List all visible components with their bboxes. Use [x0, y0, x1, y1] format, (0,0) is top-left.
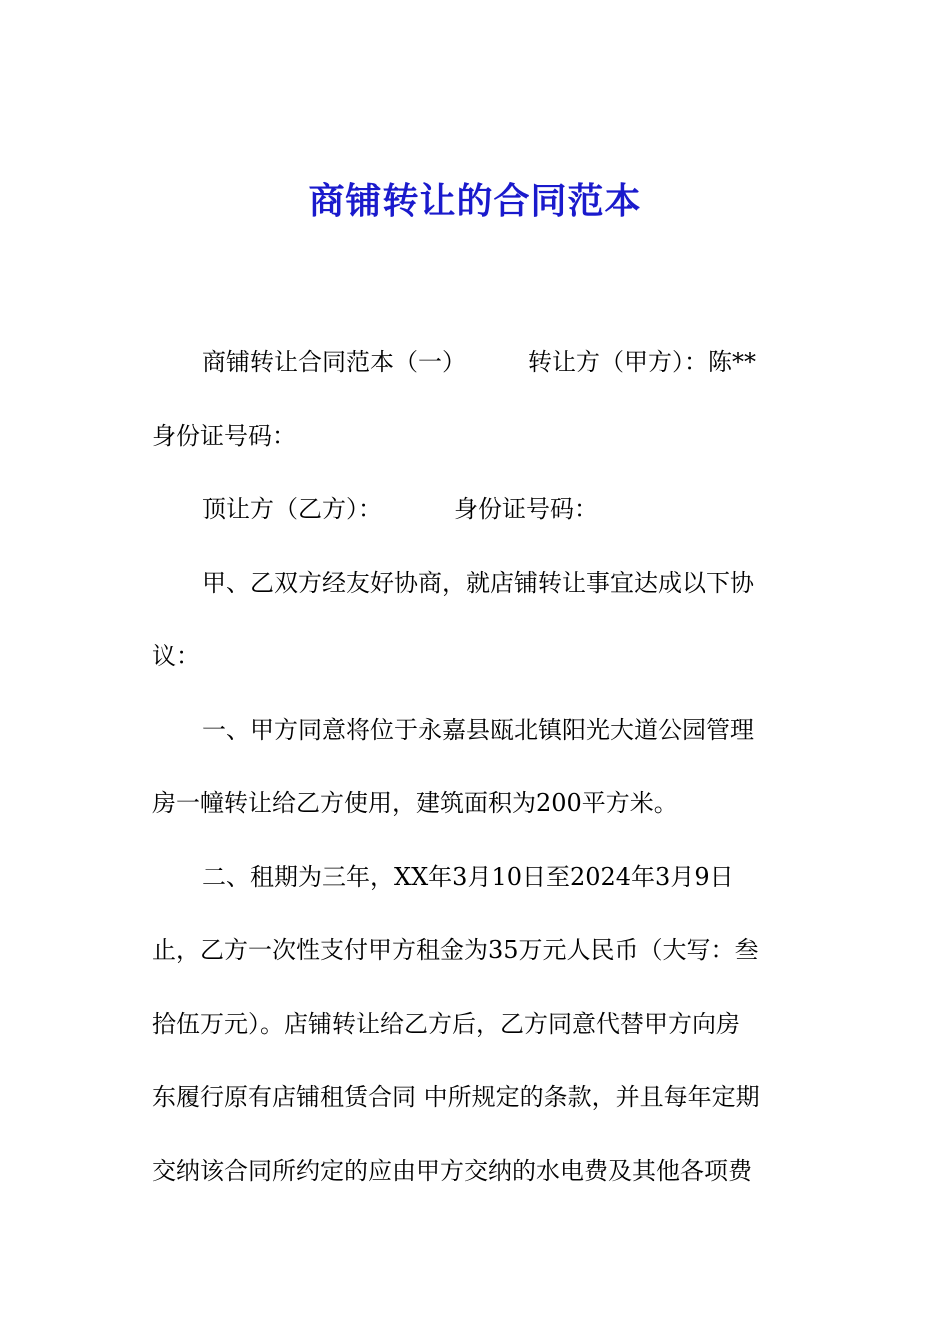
text-line: [152, 473, 802, 547]
text-line: 房一幢转让给乙方使用，建筑面积为200平方米。: [152, 789, 678, 817]
paragraph-transferee: [152, 473, 802, 547]
text-line: 二、租期为三年，XX年3月10日至2024年3月9日: [202, 862, 734, 891]
text-line: [152, 326, 802, 400]
contract-section-heading: 商铺转让合同范本（一）: [202, 348, 466, 376]
text-line: 身份证号码：: [152, 421, 296, 450]
paragraph-clause-two: [152, 841, 802, 1209]
transferor-label: 转让方（甲方）：陈**: [528, 348, 756, 376]
text-line: 止，乙方一次性支付甲方租金为35万元人民币（大写：叁: [152, 936, 759, 964]
document-body: [152, 326, 802, 1208]
transferee-id-label: 身份证号码：: [454, 495, 598, 523]
text-line: 拾伍万元）。店铺转让给乙方后，乙方同意代替甲方向房: [152, 1009, 740, 1038]
text-line: 议：: [152, 642, 200, 670]
document-title: 商铺转让的合同范本: [308, 181, 642, 222]
paragraph-parties-transferor: [152, 326, 802, 473]
transferee-label: 顶让方（乙方）：: [202, 495, 382, 523]
text-line: 交纳该合同所约定的应由甲方交纳的水电费及其他各项费: [152, 1156, 752, 1185]
text-line: 甲、乙双方经友好协商，就店铺转让事宜达成以下协: [202, 568, 754, 597]
text-line: 一、甲方同意将位于永嘉县瓯北镇阳光大道公园管理: [202, 715, 754, 744]
paragraph-clause-one: [152, 694, 802, 841]
text-line: 东履行原有店铺租赁合同 中所规定的条款，并且每年定期: [152, 1083, 760, 1111]
paragraph-agreement-intro: [152, 547, 802, 694]
